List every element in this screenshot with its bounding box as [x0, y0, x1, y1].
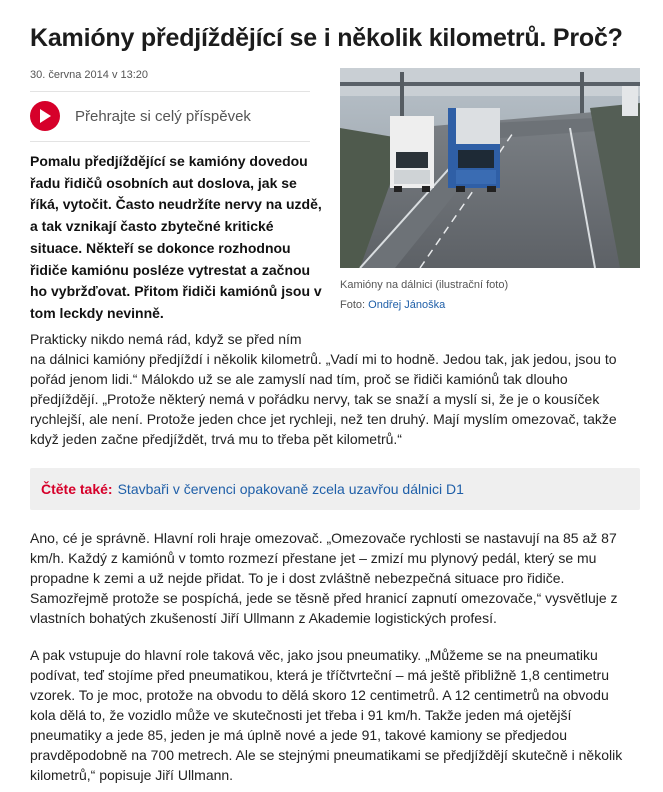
article-paragraph-2: Ano, cé je správně. Hlavní roli hraje omezovač. „Omezovače rychlosti se nastavují na 85 až 87 km/h. Každý z kamiónů v tomto rozmezí přestane jet – zmizí mu plynový pedál, který se mu propadne k zemi a už nejde přidat. To je i dost zvláštně nebezpečná situace pro řidiče. Samozřejmě protože se pospíchá, jede se těsně před hranicí zapnutí omezovače,“ vysvětluje z vlastních bohatých zkušeností Jiří Ullmann z Akademie logistických profesí. — [30, 530, 618, 626]
article-lead: Pomalu předjíždějící se kamióny dovedou řadu řidičů osobních aut doslova, jak se říká, vytočit. Často neudržíte nervy na uzdě, a tak vznikají často zbytečné kritické situace. Někteří se dokonce rozhodnou řidiče kamiónu posléze vytrestat a začnou ho vybržďovat. Přitom řidiči kamiónů jsou v tom leckdy nevinně. — [30, 153, 322, 321]
play-icon — [39, 109, 51, 123]
photo-caption: Kamióny na dálnici (ilustrační foto) — [340, 279, 509, 291]
highway-trucks-image — [340, 68, 640, 268]
article-paragraph-1: Prakticky nikdo nemá rád, když se před ním na dálnici kamióny předjíždí i několik kilometrů. „Vadí mi to hodně. Jedou tak, jak jedou, jsou to pořád jenom lidi.“ Málokdo už se ale zamyslí nad tím, proč se řidiči kamiónů tak dlouho předjíždějí. „Protože některý nemá v pořádku nervy, tak se snaží a myslí si, že je o kousíček rychlejší, ale není. Protože jeden chce jet rychleji, než ten druhý. Mají myslím omezovač, takže když jeden začne předjíždět, trvá mu to třeba pět kilometrů.“ — [30, 331, 617, 447]
read-also-label: Čtěte také: — [41, 481, 113, 497]
audio-label[interactable]: Přehrajte si celý příspěvek — [75, 107, 251, 125]
read-also-link[interactable]: Stavbaři v červenci opakovaně zcela uzavřou dálnici D1 — [117, 481, 464, 497]
photo-credit-link[interactable]: Ondřej Jánoška — [368, 299, 446, 311]
divider — [30, 91, 310, 92]
article-photo[interactable] — [340, 68, 640, 268]
audio-player[interactable] — [30, 101, 251, 131]
photo-credit-label: Foto: — [340, 299, 366, 311]
divider — [30, 141, 310, 142]
read-also-box — [30, 468, 640, 510]
photo-credit — [340, 299, 445, 311]
article-title: Kamióny předjíždějící se i několik kilometrů. Proč? — [30, 24, 623, 52]
play-button[interactable] — [30, 101, 60, 131]
article-date: 30. června 2014 v 13:20 — [30, 69, 149, 81]
article-paragraph-3: A pak vstupuje do hlavní role taková věc, jako jsou pneumatiky. „Můžeme se na pneumatiku podívat, teď stojíme před pneumatikou, která je tříčtvrteční – má ještě přibližně 1,8 centimetru vzorek. To je moc, protože na obvodu to dělá skoro 12 centimetrů. A 12 centimetrů na obvodu kola dělá to, že vozidlo může ve skutečnosti jet třeba i 91 km/h. Takže jeden má ojetější pneumatiky a jede 85, jeden je má úplně nové a jede 91, takové kamiony se předjedou pravděpodobně na 700 metrech. Ale se stejnými pneumatikami se předjíždějí skutečně i několik kilometrů,“ popisuje Jiří Ullmann. — [30, 647, 623, 783]
